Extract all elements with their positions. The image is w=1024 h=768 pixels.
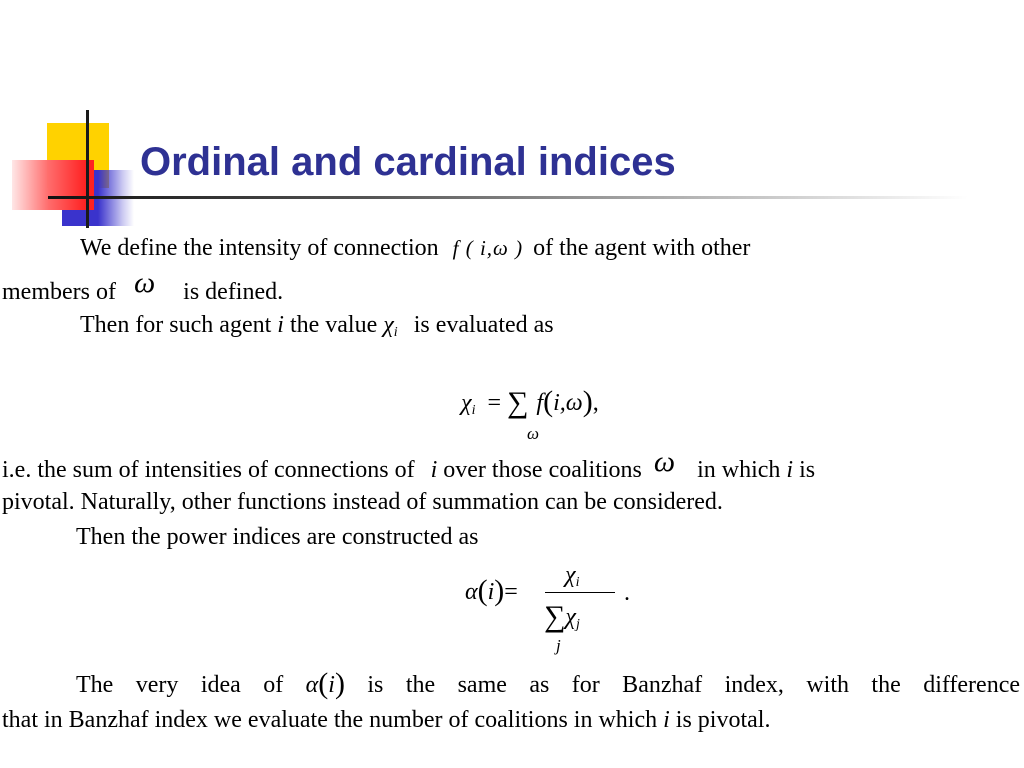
p3-line1 xyxy=(2,445,816,484)
f1-equals: = xyxy=(487,390,501,416)
f2-denominator xyxy=(544,598,580,632)
intensity-function: f ( i,ω ) xyxy=(452,236,524,260)
f1-chi: χ xyxy=(461,390,472,416)
f2-den-sub: j xyxy=(575,617,580,632)
p1-line2-start: members of xyxy=(2,279,116,305)
f1-function-f: f xyxy=(536,390,544,416)
f2-num-sub: i xyxy=(575,575,580,590)
p5-line2-end: is pivotal. xyxy=(675,707,771,733)
chi-symbol: χ xyxy=(383,312,394,338)
p5-arg: i xyxy=(328,672,335,698)
p3-line1-start: i.e. the sum of intensities of connections of xyxy=(2,457,415,483)
p3-line1-mid2: in which xyxy=(697,457,781,483)
f2-fraction-bar xyxy=(545,592,615,593)
f2-arg: i xyxy=(487,579,495,605)
p3-var-i: i xyxy=(430,457,438,483)
agent-var-i: i xyxy=(277,312,284,338)
p5-line2 xyxy=(2,706,770,734)
p2-start: Then for such agent xyxy=(80,312,272,338)
p3-line1-mid: over those coalitions xyxy=(443,457,642,483)
logo-vertical-line xyxy=(86,110,89,228)
p5-var-i: i xyxy=(663,707,670,733)
p2-mid: the value xyxy=(289,312,378,338)
p3-var-i2: i xyxy=(786,457,794,483)
title-underline xyxy=(48,196,968,199)
p2-line xyxy=(80,311,554,343)
f2-den-sum: ∑ xyxy=(544,600,566,633)
f1-sum-symbol: ∑ xyxy=(507,386,529,419)
chi-subscript: i xyxy=(393,325,398,340)
p1-line1-start: We define the intensity of connection xyxy=(80,235,439,261)
p5-line1-end: is the same as for Banzhaf index, with the difference xyxy=(367,672,1021,698)
p2-end: is evaluated as xyxy=(413,312,554,338)
p5-alpha: α xyxy=(305,672,319,698)
f2-sum-index: j xyxy=(556,636,561,655)
formula-chi-sum: χi = ∑ f(i,ω), xyxy=(461,385,599,419)
p5-start: The very idea of xyxy=(76,672,284,698)
f2-den-chi: χ xyxy=(565,604,576,630)
p1-line2 xyxy=(2,266,284,306)
slide-title: Ordinal and cardinal indices xyxy=(140,140,676,184)
p4-line: Then the power indices are constructed as xyxy=(76,524,479,550)
f2-alpha: α xyxy=(465,579,478,605)
f2-numerator xyxy=(565,562,579,589)
p3-omega-symbol: ω xyxy=(653,445,676,478)
logo-red-square xyxy=(12,160,94,210)
f1-chi-sub: i xyxy=(471,403,476,418)
p3-line2: pivotal. Naturally, other functions instead of summation can be considered. xyxy=(2,489,723,515)
f2-period: . xyxy=(624,580,630,606)
p1-line1 xyxy=(80,234,750,262)
f1-sum-index: ω xyxy=(527,424,540,443)
f2-equals: = xyxy=(504,579,518,605)
p1-line1-end: of the agent with other xyxy=(533,235,751,261)
p5-line1: The very idea of α(i) is the same as for Banzhaf index, with the difference xyxy=(76,667,1021,700)
f2-num-chi: χ xyxy=(565,562,576,588)
f1-comma: , xyxy=(592,390,599,416)
omega-symbol: ω xyxy=(133,266,156,299)
f1-args: i,ω xyxy=(553,390,583,416)
p5-line2-start: that in Banzhaf index we evaluate the number of coalitions in which xyxy=(2,707,658,733)
formula-alpha: α(i)= xyxy=(465,574,518,607)
p1-line2-end: is defined. xyxy=(183,279,284,305)
p3-line1-end: is xyxy=(799,457,816,483)
